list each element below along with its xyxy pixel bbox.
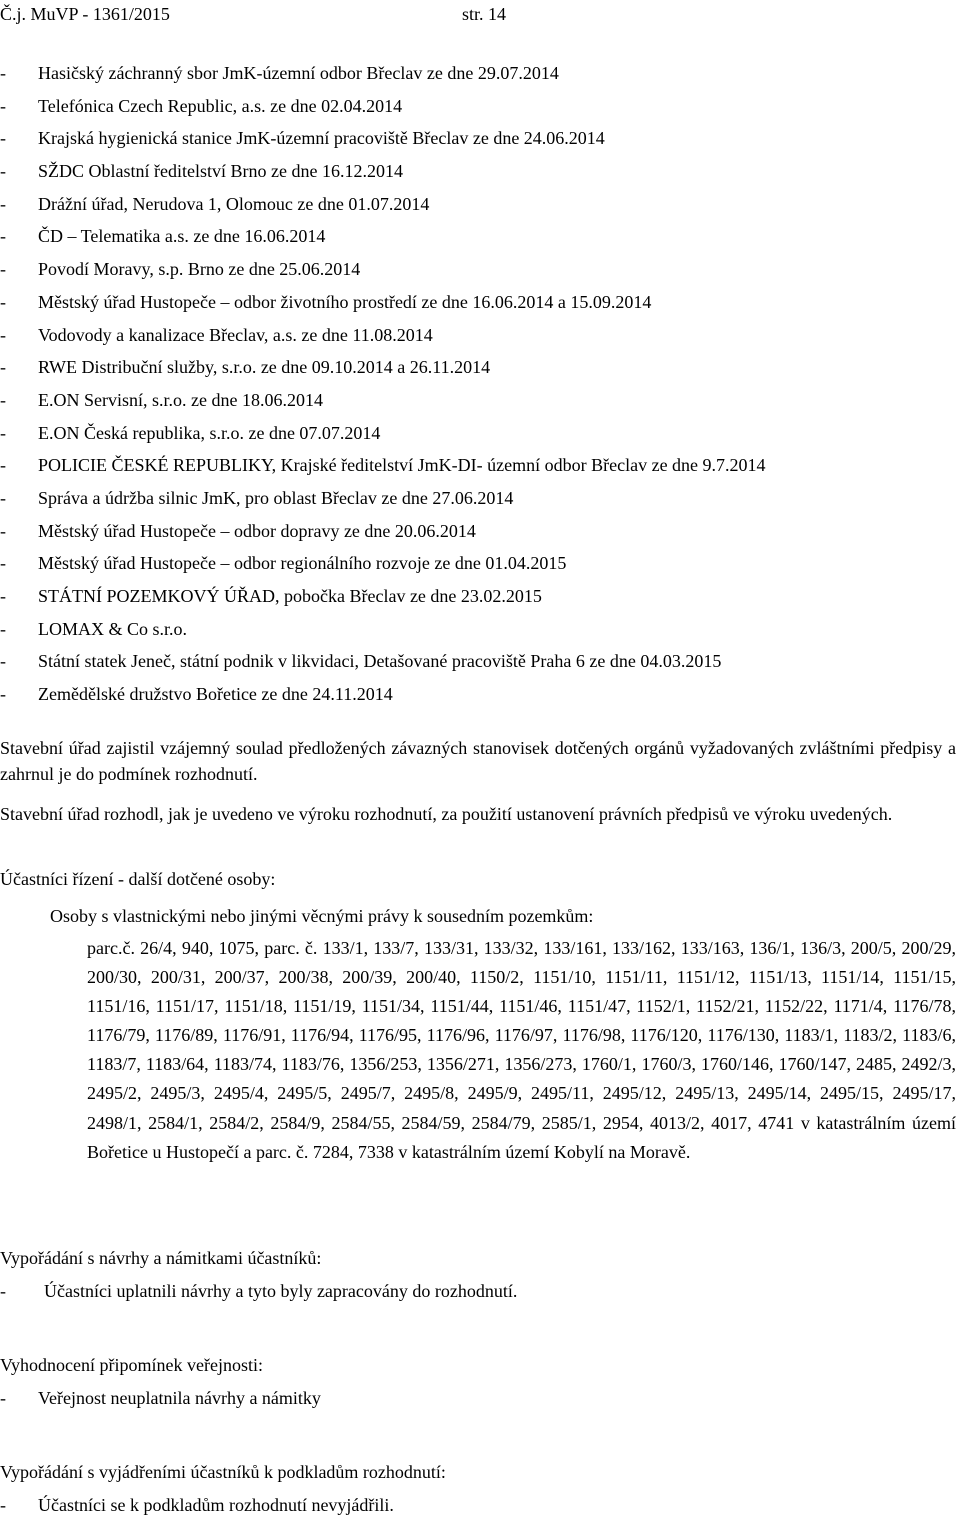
agency-item-text: ČD – Telematika a.s. ze dne 16.06.2014 [38, 226, 326, 247]
evidence-item-text: Účastníci se k podkladům rozhodnutí nevyjádřili. [38, 1495, 394, 1515]
list-item [0, 646, 960, 679]
list-item [0, 287, 960, 320]
evidence-item [0, 1492, 956, 1518]
list-item [0, 123, 960, 156]
list-dash: - [0, 618, 6, 639]
list-dash: - [0, 324, 6, 345]
agency-item-text: E.ON Servisní, s.r.o. ze dne 18.06.2014 [38, 389, 323, 410]
list-dash: - [0, 520, 6, 541]
list-dash: - [0, 128, 6, 149]
list-dash: - [0, 291, 6, 312]
page-number: str. 14 [462, 4, 507, 24]
parcel-list: parc.č. 26/4, 940, 1075, parc. č. 133/1, 133/7, 133/31, 133/32, 133/161, 133/162, 133/163, 136/1, 136/3, 200/5, 200/29, 200/30, 200/31, 200/37, 200/38, 200/39, 200/40, 1150/2, 1151/10, 1151/11, 1151/12, 1151/13, 1151/14, 1151/15, 1151/16, 1151/17, 1151/18, 1151/19, 1151/34, 1151/44, 1151/46, 1151/47, 1152/1, 1152/21, 1152/22, 1171/4, 1176/78, 1176/79, 1176/89, 1176/91, 1176/94, 1176/95, 1176/96, 1176/97, 1176/98, 1176/120, 1176/130, 1183/1, 1183/2, 1183/6, 1183/7, 1183/64, 1183/74, 1183/76, 1356/253, 1356/271, 1356/273, 1760/1, 1760/3, 1760/146, 1760/147, 2485, 2492/3, 2495/2, 2495/3, 2495/4, 2495/5, 2495/7, 2495/8, 2495/9, 2495/11, 2495/12, 2495/13, 2495/14, 2495/15, 2495/17, 2498/1, 2584/1, 2584/2, 2584/9, 2584/55, 2584/59, 2584/79, 2585/1, 2954, 4013/2, 4017, 4741 v katastrálním území Bořetice u Hustopečí a parc. č. 7284, 7338 v katastrálním území Kobylí na Moravě. [87, 938, 956, 1162]
list-item [0, 581, 960, 614]
list-dash: - [0, 1388, 6, 1408]
list-dash: - [0, 651, 6, 672]
list-item [0, 320, 960, 353]
agency-item-text: Vodovody a kanalizace Břeclav, a.s. ze dne 11.08.2014 [38, 324, 433, 345]
list-dash: - [0, 226, 6, 247]
list-dash: - [0, 487, 6, 508]
list-item [0, 156, 960, 189]
list-item [0, 516, 960, 549]
list-item [0, 254, 960, 287]
list-item [0, 352, 960, 385]
list-item [0, 483, 960, 516]
agency-item-text: LOMAX & Co s.r.o. [38, 618, 188, 639]
list-item [0, 418, 960, 451]
list-dash: - [0, 357, 6, 378]
evidence-title: Vypořádání s vyjádřeními účastníků k podkladům rozhodnutí: [0, 1462, 446, 1482]
list-dash: - [0, 1495, 6, 1515]
list-dash: - [0, 389, 6, 410]
list-item [0, 221, 960, 254]
list-item [0, 679, 960, 712]
public-comments-title: Vyhodnocení připomínek veřejnosti: [0, 1355, 263, 1375]
agency-item-text: Městský úřad Hustopeče – odbor životního prostředí ze dne 16.06.2014 a 15.09.2014 [38, 291, 652, 312]
participants-title: Účastníci řízení - další dotčené osoby: [0, 869, 276, 889]
proposals-item-text: Účastníci uplatnili návrhy a tyto byly zapracovány do rozhodnutí. [44, 1281, 518, 1301]
list-item [0, 385, 960, 418]
agency-item-text: SŽDC Oblastní ředitelství Brno ze dne 16.12.2014 [38, 161, 403, 182]
public-comments-item-text: Veřejnost neuplatnila návrhy a námitky [38, 1388, 321, 1408]
list-dash: - [0, 422, 6, 443]
agency-item-text: Drážní úřad, Nerudova 1, Olomouc ze dne 01.07.2014 [38, 193, 430, 214]
list-item [0, 450, 960, 483]
list-dash: - [0, 684, 6, 705]
list-item [0, 548, 960, 581]
list-dash: - [0, 63, 6, 83]
proposals-title: Vypořádání s návrhy a námitkami účastníků: [0, 1248, 322, 1268]
list-item [0, 58, 960, 91]
list-dash: - [0, 1281, 6, 1301]
reference-number: Č.j. MuVP - 1361/2015 [0, 4, 170, 24]
agency-item-text: Zemědělské družstvo Bořetice ze dne 24.11.2014 [38, 684, 393, 705]
harmony-paragraph: Stavební úřad zajistil vzájemný soulad předložených závazných stanovisek dotčených orgánů vyžadovaných zvláštními předpisy a zahrnul je do podmínek rozhodnutí. [0, 738, 956, 784]
agency-item-text: Telefónica Czech Republic, a.s. ze dne 02.04.2014 [38, 95, 403, 116]
list-dash: - [0, 455, 6, 476]
list-item [0, 189, 960, 222]
agency-item-text: Krajská hygienická stanice JmK-územní pracoviště Břeclav ze dne 24.06.2014 [38, 128, 605, 149]
page-header [0, 4, 960, 28]
list-dash: - [0, 259, 6, 280]
list-dash: - [0, 95, 6, 116]
agency-item-text: Správa a údržba silnic JmK, pro oblast Břeclav ze dne 27.06.2014 [38, 487, 514, 508]
proposals-item [0, 1278, 956, 1304]
decision-paragraph: Stavební úřad rozhodl, jak je uvedeno ve výroku rozhodnutí, za použití ustanovení právních předpisů ve výroku uvedených. [0, 804, 893, 824]
agency-item-text: POLICIE ČESKÉ REPUBLIKY, Krajské ředitelství JmK-DI- územní odbor Břeclav ze dne 9.7.2014 [38, 455, 766, 476]
owners-title: Osoby s vlastnickými nebo jinými věcnými právy k sousedním pozemkům: [50, 906, 594, 926]
agency-item-text: Městský úřad Hustopeče – odbor regionálního rozvoje ze dne 01.04.2015 [38, 553, 567, 574]
agency-statements-list [0, 58, 960, 712]
agency-item-text: RWE Distribuční služby, s.r.o. ze dne 09.10.2014 a 26.11.2014 [38, 357, 491, 378]
agency-item-text: E.ON Česká republika, s.r.o. ze dne 07.07.2014 [38, 422, 381, 443]
public-comments-item [0, 1385, 956, 1411]
agency-item-text: Povodí Moravy, s.p. Brno ze dne 25.06.2014 [38, 259, 361, 280]
list-item [0, 614, 960, 647]
list-dash: - [0, 553, 6, 574]
list-dash: - [0, 586, 6, 606]
agency-item-text: Hasičský záchranný sbor JmK-územní odbor Břeclav ze dne 29.07.2014 [38, 63, 559, 83]
agency-item-text: Městský úřad Hustopeče – odbor dopravy ze dne 20.06.2014 [38, 520, 476, 541]
agency-item-text: Státní statek Jeneč, státní podnik v likvidaci, Detašované pracoviště Praha 6 ze dne 04.03.2015 [38, 651, 722, 672]
list-item [0, 91, 960, 124]
list-dash: - [0, 193, 6, 214]
list-dash: - [0, 161, 6, 182]
agency-item-text: STÁTNÍ POZEMKOVÝ ÚŘAD, pobočka Břeclav ze dne 23.02.2015 [38, 586, 542, 606]
